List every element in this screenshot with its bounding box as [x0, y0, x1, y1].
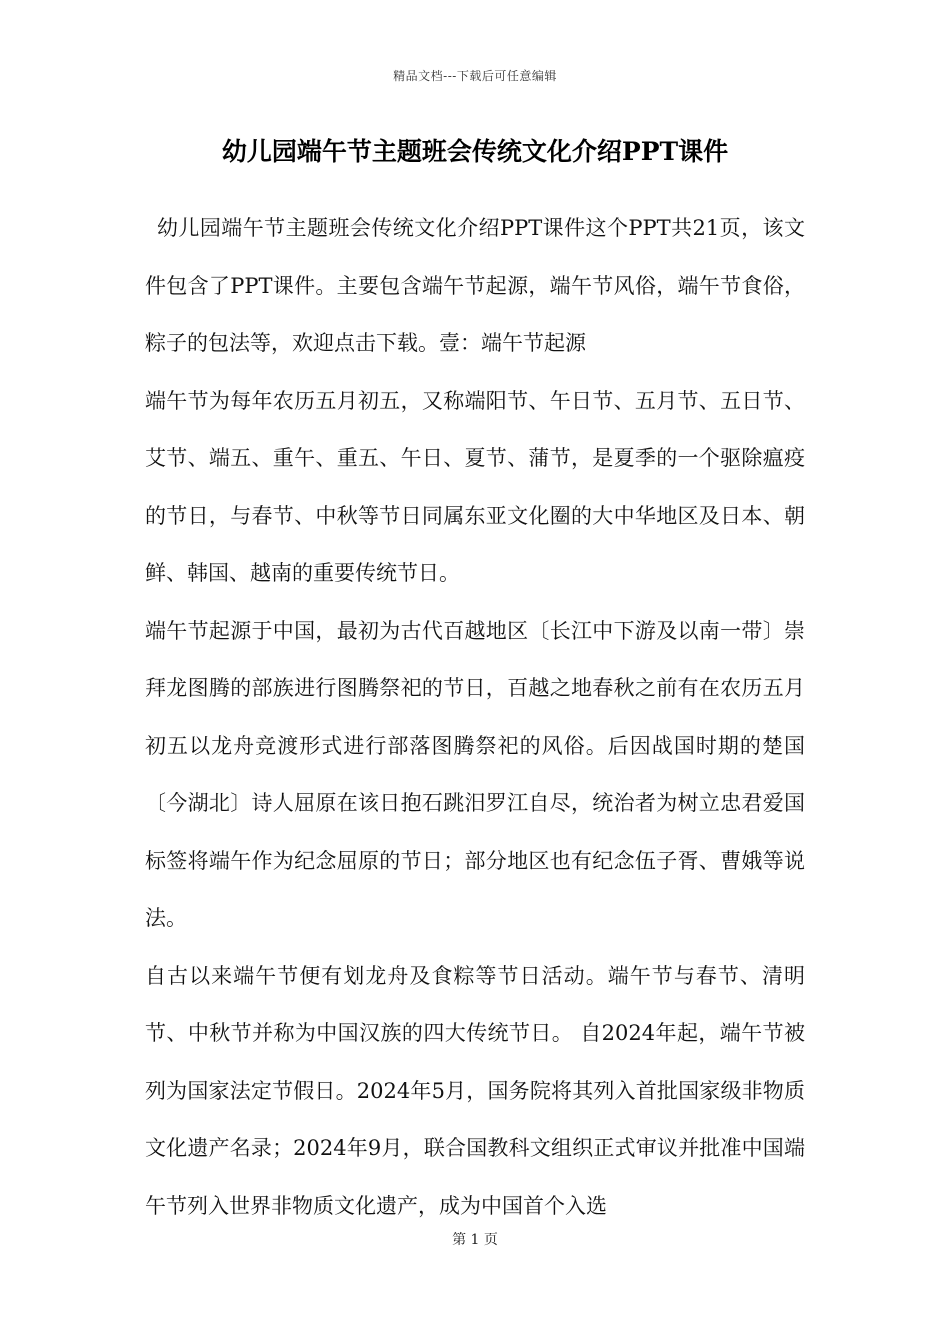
- document-title: 幼儿园端午节主题班会传统文化介绍PPT课件: [221, 137, 729, 166]
- header-note: 精品文档---下载后可任意编辑: [393, 69, 557, 83]
- document-body: [145, 200, 805, 1235]
- page-number: 第 1 页: [452, 1232, 498, 1248]
- paragraph-origin: 端午节起源于中国，最初为古代百越地区〔长江中下游及以南一带〕崇拜龙图腾的部族进行图腾祭祀的节日，百越之地春秋之前有在农历五月初五以龙舟竞渡形式进行部落图腾祭祀的风俗。后因战国时期的楚国〔今湖北〕诗人屈原在该日抱石跳汨罗江自尽，统治者为树立忠君爱国标签将端午作为纪念屈原的节日；部分地区也有纪念伍子胥、曹娥等说法。: [145, 618, 805, 930]
- paragraph-activities-heritage: 自古以来端午节便有划龙舟及食粽等节日活动。端午节与春节、清明节、中秋节并称为中国汉族的四大传统节日。 自2024年起，端午节被列为国家法定节假日。2024年5月，国务院将其列入首批国家级非物质文化遗产名录；2024年9月，联合国教科文组织正式审议并批准中国端午节列入世界非物质文化遗产，成为中国首个入选: [145, 963, 805, 1218]
- paragraph-intro: 幼儿园端午节主题班会传统文化介绍PPT课件这个PPT共21页，该文件包含了PPT课件。主要包含端午节起源，端午节风俗，端午节食俗，粽子的包法等，欢迎点击下载。壹：端午节起源: [145, 216, 805, 355]
- paragraph-date-names: 端午节为每年农历五月初五，又称端阳节、午日节、五月节、五日节、艾节、端五、重午、重五、午日、夏节、蒲节，是夏季的一个驱除瘟疫的节日，与春节、中秋等节日同属东亚文化圈的大中华地区及日本、朝鲜、韩国、越南的重要传统节日。: [145, 388, 805, 585]
